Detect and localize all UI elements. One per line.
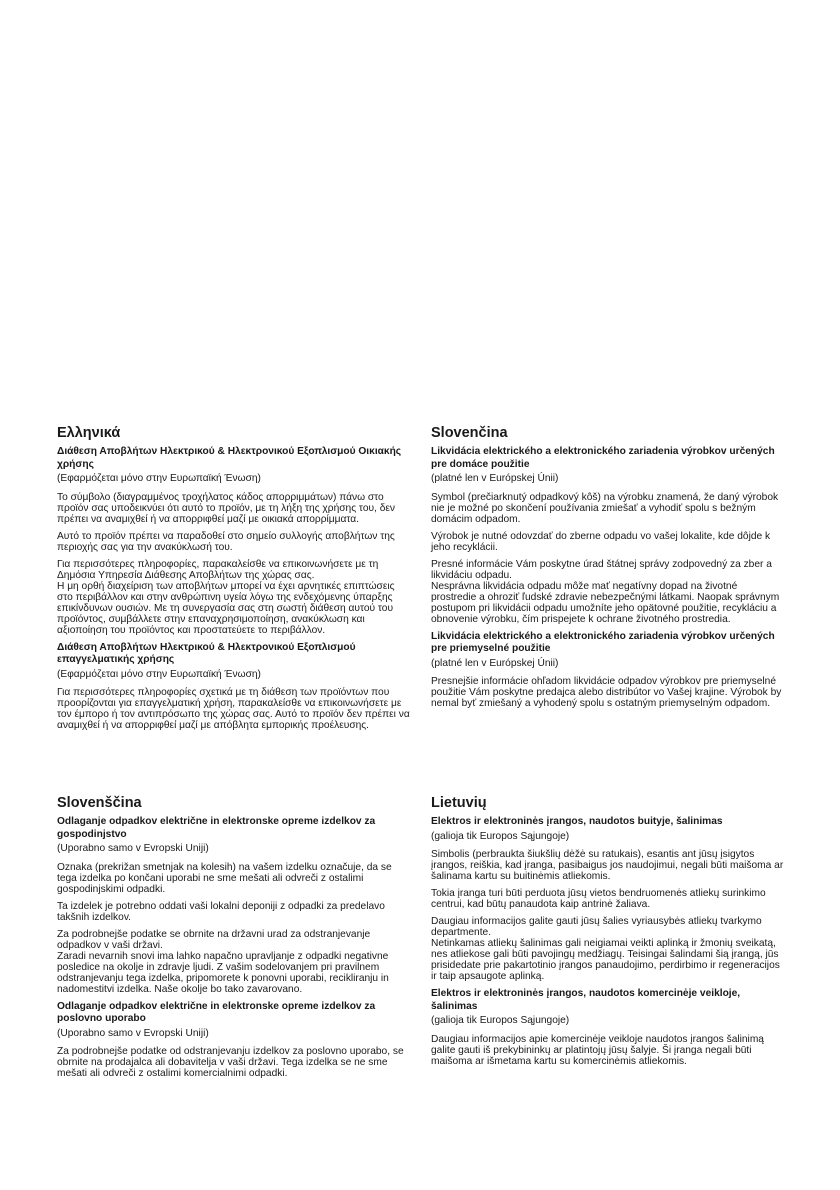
business-block [431, 988, 785, 1067]
paragraph: Daugiau informacijos galite gauti jūsų šalies vyriausybės atliekų tvarkymo departmente. Netinkamas atliekų šalinimas gali neigiamai veikti aplinką ir žmonių sveikatą, nes atliekose gali būti pavojingų medžiagų. Teisingai šalindami šią įrangą, jūs prisidedate prie pakartotinio įrangos panaudojimo, perdirbimo ir regeneracijos ir taip apsaugote aplinką. [431, 916, 780, 982]
section-slovak [431, 424, 785, 715]
scope-note: (galioja tik Europos Sąjungoje) [431, 830, 570, 842]
household-block [57, 446, 411, 636]
scope-note: (platné len v Európskej Únii) [431, 657, 559, 669]
paragraph: Daugiau informacijos apie komercinėje veikloje naudotos įrangos šalinimą galite gauti iš prekybininkų ar platintojų jūsų šalyje. Ši įranga negali būti maišoma ar išmetama kartu su komercinėmis atliekomis. [431, 1033, 764, 1067]
household-heading: Likvidácia elektrického a elektronického zariadenia výrobkov určených pre domáce použitie [431, 446, 775, 470]
business-block [57, 1001, 411, 1080]
paragraph: Simbolis (perbraukta šiukšlių dėžė su ratukais), esantis ant jūsų įsigytos įrangos, reiškia, kad įranga, pasibaigus jos naudojimui, negali būti maišoma ar šalinama kartu su buitinėmis atliekomis. [431, 849, 784, 882]
household-block [431, 446, 785, 625]
paragraph: Tokia įranga turi būti perduota jūsų vietos bendruomenės atliekų surinkimo centrui, kad būtų panaudota kaip antrinė žaliava. [431, 888, 766, 910]
household-heading: Διάθεση Αποβλήτων Ηλεκτρικού & Ηλεκτρονικού Εξοπλισμού Οικιακής χρήσης [57, 446, 402, 470]
scope-note: (Εφαρμόζεται μόνο στην Ευρωπαϊκή Ένωση) [57, 668, 261, 680]
paragraph: Αυτό το προϊόν πρέπει να παραδοθεί στο σημείο συλλογής αποβλήτων της περιοχής σας για την ανακύκλωσή του. [57, 530, 395, 553]
paragraph: Oznaka (prekrižan smetnjak na kolesih) na vašem izdelku označuje, da se tega izdelka po končani uporabi ne sme mešati ali odvreči z ostalimi gospodinjskimi odpadki. [57, 861, 392, 895]
scope-note: (Uporabno samo v Evropski Uniji) [57, 843, 209, 854]
household-heading: Odlaganje odpadkov električne in elektronske opreme izdelkov za gospodinjstvo [57, 816, 376, 840]
household-heading: Elektros ir elektroninės įrangos, naudotos buityje, šalinimas [431, 816, 723, 827]
household-block [431, 816, 785, 982]
business-heading: Elektros ir elektroninės įrangos, naudotos komercinėje veikloje, šalinimas [431, 988, 741, 1012]
section-greek [57, 424, 411, 737]
household-block [57, 816, 411, 995]
scope-note: (Εφαρμόζεται μόνο στην Ευρωπαϊκή Ένωση) [57, 473, 261, 484]
paragraph: Za podrobnejše podatke od odstranjevanju izdelkov za poslovno uporabo, se obrnite na prodajalca ali dobavitelja v vaši državi. Tega izdelka se ne sme mešati ali odvreči z ostalimi komercialnimi odpadki. [57, 1046, 404, 1079]
paragraph: Για περισσότερες πληροφορίες, παρακαλείσθε να επικοινωνήσετε με τη Δημόσια Υπηρεσία Διάθεσης Αποβλήτων της χώρας σας. Η μη ορθή διαχείριση των αποβλήτων μπορεί να έχει αρνητικές επιπτώσεις στο περιβάλλον και στην ανθρώπινη υγεία λόγω της ενδεχόμενης ύπαρξης επικίνδυνων ουσιών. Με τη συνεργασία σας στη σωστή διάθεση αυτού του προϊόντος, συμβάλλετε στην επαναχρησιμοποίηση, ανακύκλωση και αξιοποίηση του προϊόντος και προστατεύετε το περιβάλλον. [57, 558, 395, 636]
paragraph: Ta izdelek je potrebno oddati vaši lokalni deponiji z odpadki za predelavo takšnih izdelkov. [57, 900, 385, 923]
business-block [57, 642, 411, 732]
section-title: Slovenščina [57, 795, 142, 811]
section-slovene [57, 794, 411, 1085]
paragraph: Za podrobnejše podatke se obrnite na državni urad za odstranjevanje odpadkov v vaši državi. Zaradi nevarnih snovi ima lahko napačno upravljanje z odpadki negativne posledice na okolje in zdravje ljudi. Z vašim sodelovanjem pri pravilnem odstranjevanju tega izdelka, pripomorete k ponovni uporabi, recikliranju in nadomestitvi izdelka. Naše okolje bo tako zavarovano. [57, 928, 389, 995]
business-heading: Likvidácia elektrického a elektronického zariadenia výrobkov určených pre priemyselné použitie [431, 630, 775, 654]
scope-note: (platné len v Európskej Únii) [431, 473, 559, 484]
paragraph: Presné informácie Vám poskytne úrad štátnej správy zodpovedný za zber a likvidáciu odpadu. Nesprávna likvidácia odpadu môže mať negatívny dopad na životné prostredie a ohroziť ľudské zdravie nebezpečnými látkami. Naopak správnym postupom pri likvidácii odpadu umožníte jeho opätovné použitie, recykláciu a obnovenie výrobku, čím prispejete k ochrane životného prostredia. [431, 558, 780, 625]
business-block [431, 631, 785, 710]
paragraph: Το σύμβολο (διαγραμμένος τροχήλατος κάδος απορριμμάτων) πάνω στο προϊόν σας υποδεικνύει ότι αυτό το προϊόν, με τη λήξη της χρήσης του, δεν πρέπει να αναμιχθεί ή να απορριφθεί μαζί με οικιακά απορρίμματα. [57, 491, 396, 525]
scope-note: (Uporabno samo v Evropski Uniji) [57, 1027, 209, 1039]
section-title: Lietuvių [431, 795, 487, 811]
business-heading: Odlaganje odpadkov električne in elektronske opreme izdelkov za poslovno uporabo [57, 1000, 376, 1024]
section-title: Slovenčina [431, 425, 508, 441]
paragraph: Výrobok je nutné odovzdať do zberne odpadu vo vašej lokalite, kde dôjde k jeho recyklácii. [431, 530, 771, 553]
paragraph: Presnejšie informácie ohľadom likvidácie odpadov výrobkov pre priemyselné použitie Vám poskytne predajca alebo distribútor vo Vašej krajine. Výrobok by nemal byť zmiešaný a vyhodený spolu s ostatným priemyselným odpadom. [431, 676, 782, 709]
section-lithuanian [431, 794, 785, 1073]
scope-note: (galioja tik Europos Sąjungoje) [431, 1015, 570, 1026]
section-title: Ελληνικά [57, 425, 121, 441]
paragraph: Για περισσότερες πληροφορίες σχετικά με τη διάθεση των προϊόντων που προορίζονται για επαγγελματική χρήση, παρακαλείσθε να επικοινωνήσετε με τον έμπορο ή τον αντιπρόσωπο της χώρας σας. Αυτό το προϊόν δεν πρέπει να αναμιχθεί ή να απορριφθεί μαζί με απόβλητα εμπορικής προέλευσης. [57, 687, 410, 731]
business-heading: Διάθεση Αποβλήτων Ηλεκτρικού & Ηλεκτρονικού Εξοπλισμού επαγγελματικής χρήσης [57, 641, 356, 665]
paragraph: Symbol (prečiarknutý odpadkový kôš) na výrobku znamená, že daný výrobok nie je možné po skončení používania zmiešať a vyhodiť spolu s bežným domácim odpadom. [431, 491, 779, 525]
